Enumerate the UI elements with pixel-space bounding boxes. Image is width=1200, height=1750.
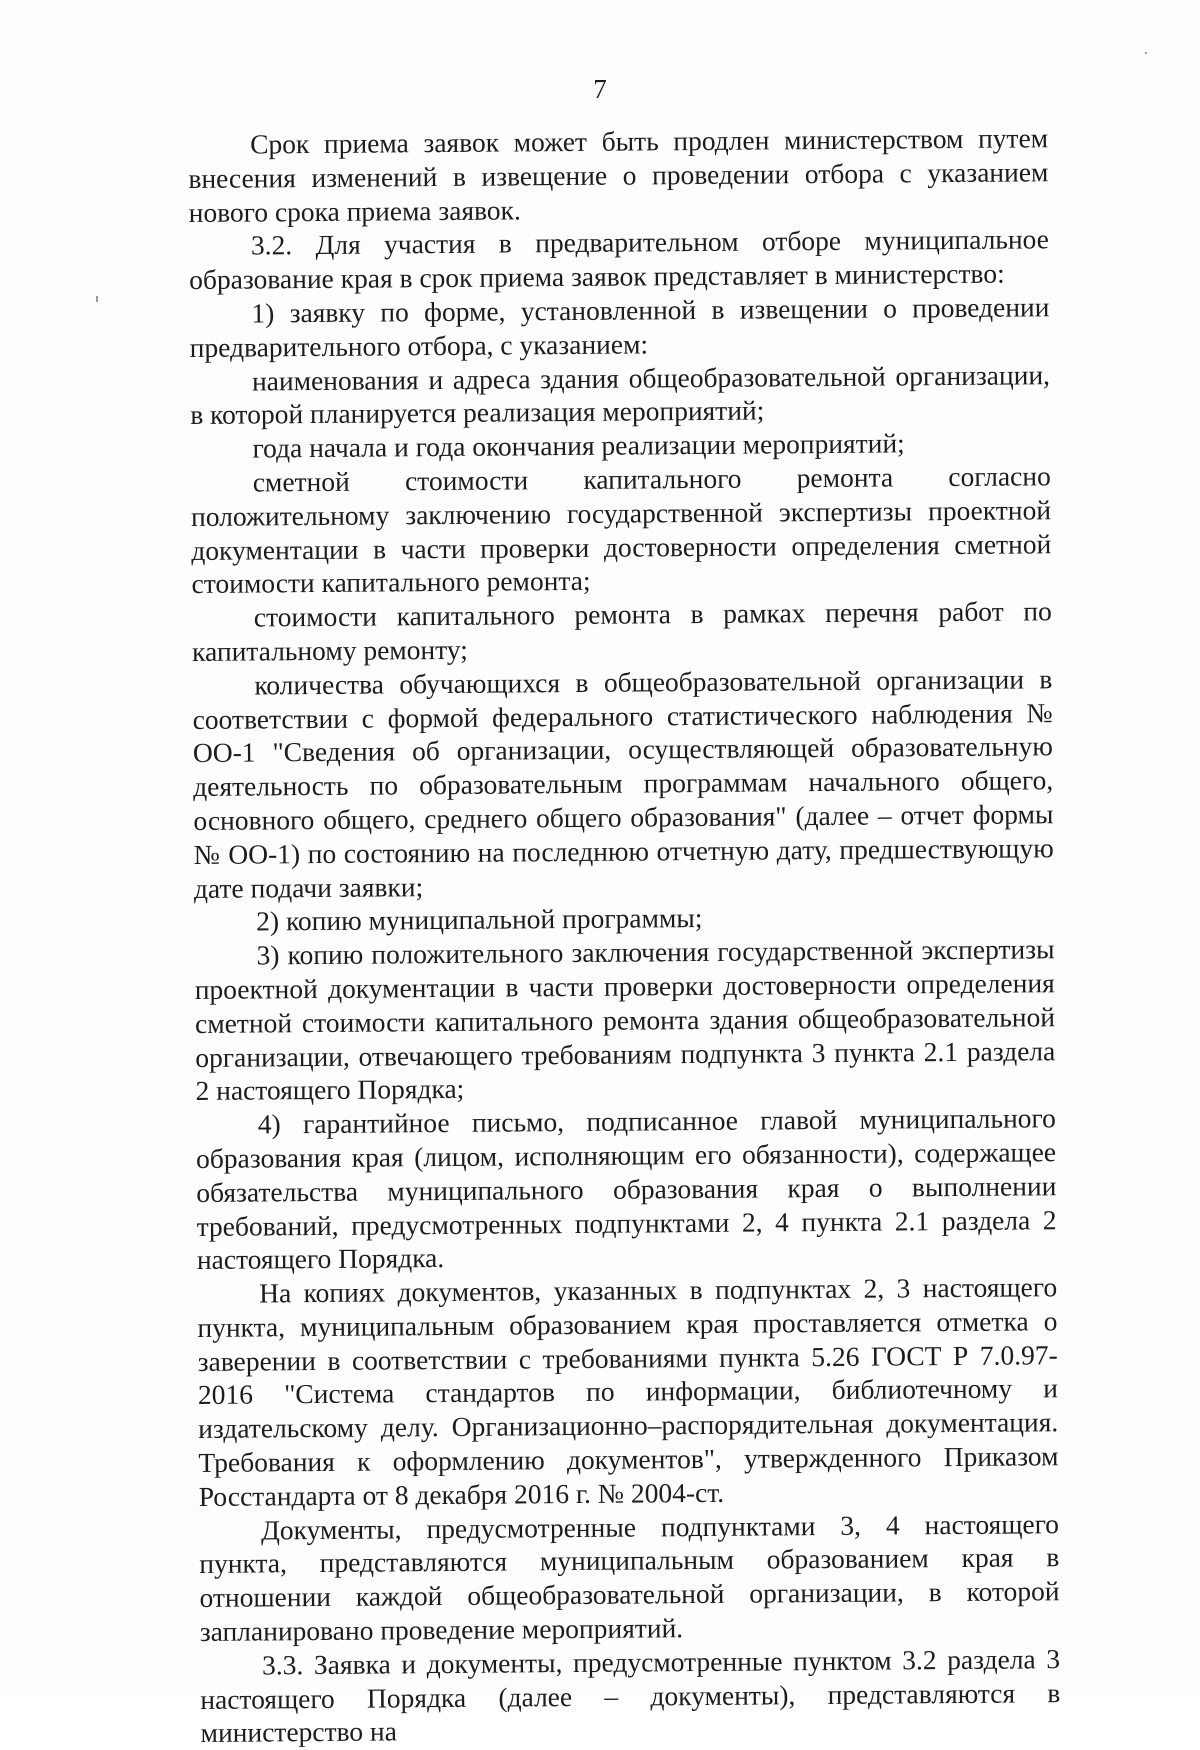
paragraph-copies-certification: На копиях документов, указанных в подпунктах 2, 3 настоящего пункта, муниципальным образованием края проставляется отметка о заверении в соответствии с требованиями пункта 5.26 ГОСТ Р 7.0.97-2016 "Система стандартов по информации, библиотечному и издательскому делу. Организационно–распорядительная документация. Требования к оформлению документов", утвержденного Приказом Росстандарта от 8 декабря 2016 г. № 2004-ст.: [197, 1271, 1059, 1512]
paragraph-section-3-2: 3.2. Для участия в предварительном отборе муниципальное образование края в срок приема заявок представляет в министерство:: [189, 223, 1050, 296]
scan-speck: [1145, 52, 1147, 54]
paragraph-building-name-address: наименования и адреса здания общеобразовательной организации, в которой планируется реализация мероприятий;: [190, 358, 1051, 431]
paragraph-item-1-application: 1) заявку по форме, установленной в извещении о проведении предварительного отбора, с указанием:: [189, 291, 1050, 363]
paragraph-estimated-cost: сметной стоимости капитального ремонта согласно положительному заключению государственной экспертизы проектной документации в части проверки достоверности определения сметной стоимости капитального ремонта;: [190, 460, 1052, 600]
paragraph-documents-per-organization: Документы, предусмотренные подпунктами 3, 4 настоящего пункта, представляются муниципальным образованием края в отношении каждой общеобразовательной организации, в которой запланировано проведение мероприятий.: [199, 1507, 1060, 1648]
paragraph-application-deadline-extension: Срок приема заявок может быть продлен министерством путем внесения изменений в извещение о проведении отбора с указанием нового срока приема заявок.: [188, 122, 1049, 228]
paragraph-start-end-year: года начала и года окончания реализации мероприятий;: [252, 427, 905, 464]
document-body: [188, 121, 1061, 1750]
paragraph-item-2-program: 2) копию муниципальной программы;: [256, 902, 703, 937]
page-number: 7: [593, 74, 607, 104]
paragraph-item-4-guarantee-letter: 4) гарантийное письмо, подписанное главой муниципального образования края (лицом, исполняющим его обязанности), содержащее обязательства муниципального образования края о выполнении требований, предусмотренных подпунктами 2, 4 пункта 2.1 раздела 2 настоящего Порядка.: [195, 1102, 1057, 1276]
paragraph-student-count: количества обучающихся в общеобразовательной организации в соответствии с формой федерального статистического наблюдения № ОО-1 "Сведения об организации, осуществляющей образовательную деятельность по образовательным программам начального общего, основного общего, среднего общего образования" (далее – отчет формы № ОО-1) по состоянию на последнюю отчетную дату, предшествующую дате подачи заявки;: [192, 662, 1054, 904]
paragraph-section-3-3: 3.3. Заявка и документы, предусмотренные пунктом 3.2 раздела 3 настоящего Порядка (далее – документы), представляются в министерство на: [200, 1643, 1061, 1749]
scan-speck: [96, 296, 98, 302]
paragraph-repair-cost: стоимости капитального ремонта в рамках перечня работ по капитальному ремонту;: [191, 595, 1052, 667]
paragraph-item-3-expertise: 3) копию положительного заключения государственной экспертизы проектной документации в части проверки достоверности определения сметной стоимости капитального ремонта здания общеобразовательной организации, отвечающего требованиям подпункта 3 пункта 2.1 раздела 2 настоящего Порядка;: [194, 933, 1056, 1107]
